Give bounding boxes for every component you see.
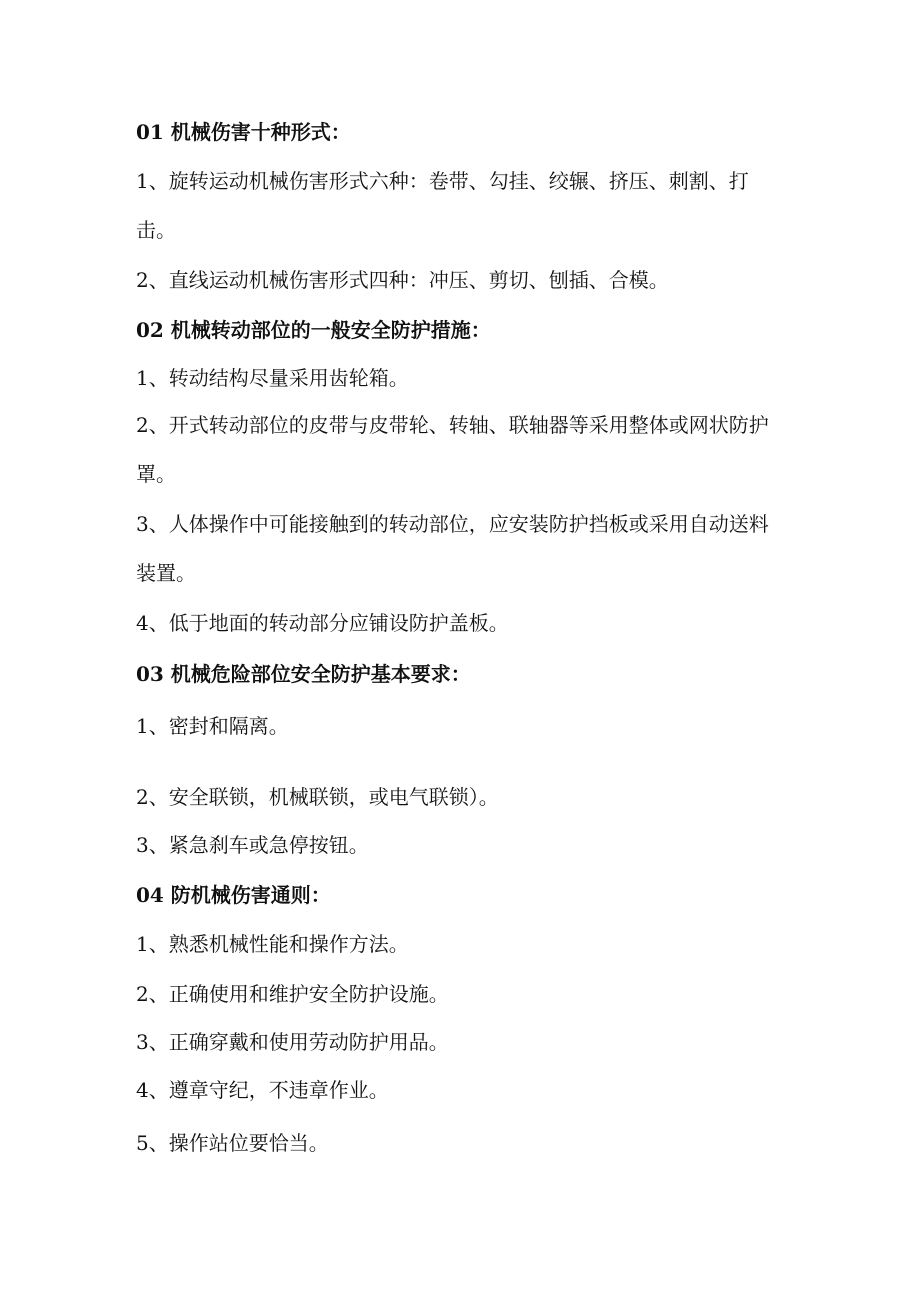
list-item: 1、熟悉机械性能和操作方法。 [136,932,409,956]
list-item: 1、密封和隔离。 [136,714,289,738]
section-heading-04: 04 防机械伤害通则： [136,883,331,907]
list-item: 4、遵章守纪，不违章作业。 [136,1078,389,1102]
list-item: 3、人体操作中可能接触到的转动部位，应安装防护挡板或采用自动送料装置。 [136,512,769,585]
list-item: 2、正确使用和维护安全防护设施。 [136,982,449,1006]
section-heading-02: 02 机械转动部位的一般安全防护措施： [136,318,491,342]
list-item: 2、安全联锁，机械联锁，或电气联锁）。 [136,785,499,809]
list-item: 1、转动结构尽量采用齿轮箱。 [136,366,409,390]
section-heading-01: 01 机械伤害十种形式： [136,120,351,144]
section-heading-03: 03 机械危险部位安全防护基本要求： [136,662,471,686]
list-item: 3、紧急刹车或急停按钮。 [136,833,369,857]
list-item: 2、开式转动部位的皮带与皮带轮、转轴、联轴器等采用整体或网状防护罩。 [136,413,769,486]
list-item: 3、正确穿戴和使用劳动防护用品。 [136,1030,449,1054]
list-item: 5、操作站位要恰当。 [136,1131,329,1155]
list-item: 1、旋转运动机械伤害形式六种：卷带、勾挂、绞辗、挤压、刺割、打击。 [136,169,749,242]
list-item: 4、低于地面的转动部分应铺设防护盖板。 [136,611,509,635]
list-item: 2、直线运动机械伤害形式四种：冲压、剪切、刨插、合模。 [136,268,669,292]
